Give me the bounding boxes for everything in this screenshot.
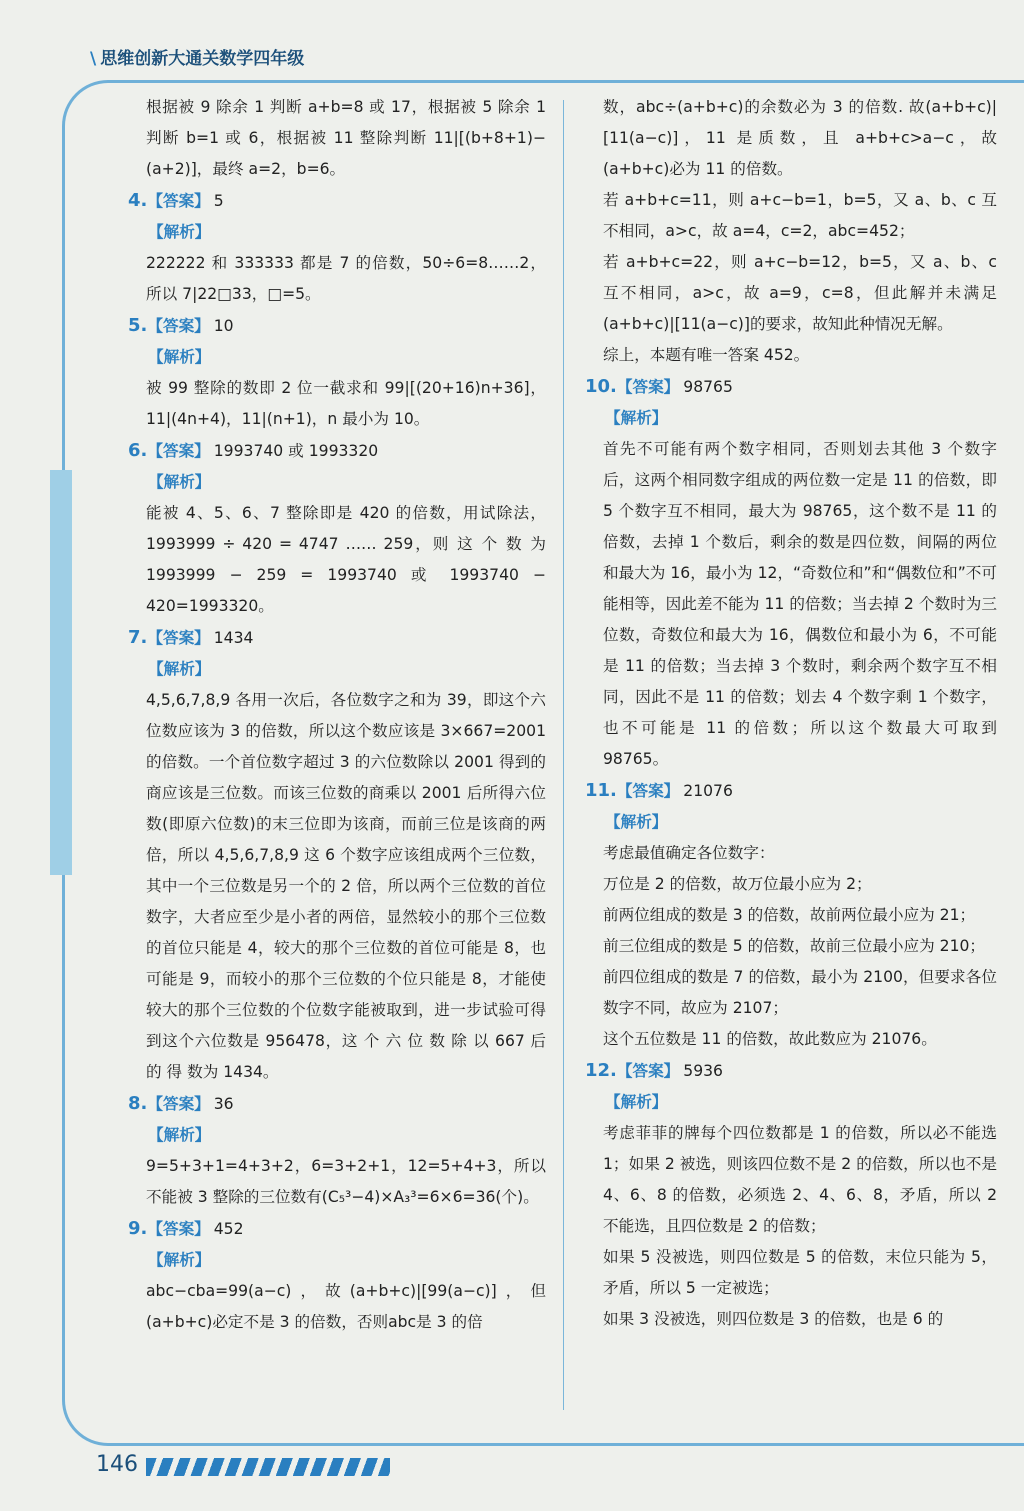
question-answer-line xyxy=(585,371,997,403)
question-answer-line xyxy=(128,310,546,342)
paragraph: 若 a+b+c=11，则 a+c−b=1，b=5，又 a、b、c 互不相同，a>c，故 a=4，c=2，abc=452； xyxy=(603,191,997,240)
analysis-label: 【解析】 xyxy=(605,813,668,831)
paragraph: 根据被 9 除余 1 判断 a+b=8 或 17，根据被 5 除余 1 判断 b=1 或 6，根据被 11 整除判断 11|[(b+8+1)−(a+2)]，最终 a=2，b=6。 xyxy=(146,98,546,178)
question-number: 11. xyxy=(585,780,617,801)
paragraph: 能被 4、5、6、7 整除即是 420 的倍数，用试除法，1993999 ÷ 420 = 4747 …… 259，则 这 个 数 为 1993999 − 259 = 1993740 或 1993740 − 420=1993320。 xyxy=(146,504,546,615)
paragraph: 如果 5 没被选，则四位数是 5 的倍数，末位只能为 5，矛盾，所以 5 一定被选； xyxy=(603,1248,997,1297)
paragraph: 前两位组成的数是 3 的倍数，故前两位最小应为 21； xyxy=(603,906,976,924)
paragraph: 首先不可能有两个数字相同，否则划去其他 3 个数字后，这两个相同数字组成的两位数一定是 11 的倍数，即 5 个数字互不相同，最大为 98765，这个数不是 11 的倍数，去掉 1 个数后，剩余的数是四位数，间隔的两位和最大为 16，最小为 12，“奇数位和”和“偶数位和”不可能相等，因此差不能为 11 的倍数；当去掉 2 个数时为三位数，奇数位和最大为 16，偶数位和最小为 6，不可能是 11 的倍数；当去掉 3 个数时，剩余两个数字互不相同，因此不是 11 的倍数；划去 4 个数字剩 1 个数字，也不可能是 11 的倍数；所以这个数最大可取到 98765。 xyxy=(603,440,997,768)
paragraph: 如果 3 没被选，则四位数是 3 的倍数，也是 6 的 xyxy=(603,1310,944,1328)
answer-label: 【答案】 xyxy=(147,1220,210,1238)
paragraph: 前三位组成的数是 5 的倍数，故前三位最小应为 210； xyxy=(603,937,986,955)
answer-label: 【答案】 xyxy=(616,782,680,800)
answer-value: 10 xyxy=(213,317,234,335)
question-answer-line xyxy=(128,435,546,467)
answer-value: 21076 xyxy=(683,782,733,800)
paragraph: 被 99 整除的数即 2 位一截求和 99|[(20+16)n+36]，11|(4n+4)，11|(n+1)，n 最小为 10。 xyxy=(146,379,546,428)
question-answer-line xyxy=(585,775,997,807)
paragraph: 若 a+b+c=22，则 a+c−b=12，b=5，又 a、b、c 互不相同，a>c，故 a=9，c=8，但此解并未满足(a+b+c)|[11(a−c)]的要求，故知此种情况无解。 xyxy=(603,253,997,333)
answer-label: 【答案】 xyxy=(147,629,210,647)
analysis-label: 【解析】 xyxy=(605,1093,668,1111)
answer-label: 【答案】 xyxy=(147,317,210,335)
header-title: 思维创新大通关数学四年级 xyxy=(100,49,305,69)
analysis-label: 【解析】 xyxy=(605,409,668,427)
answer-label: 【答案】 xyxy=(147,1095,210,1113)
question-answer-line xyxy=(585,1055,997,1087)
left-column xyxy=(128,92,546,1338)
question-number: 9. xyxy=(128,1218,148,1239)
question-answer-line xyxy=(128,622,546,654)
paragraph: 4,5,6,7,8,9 各用一次后，各位数字之和为 39，即这个六位数应该为 3 的倍数，所以这个数应该是 3×667=2001 的倍数。一个首位数字超过 3 的六位数除以 2001 得到的商应该是三位数。而该三位数的商乘以 2001 后所得六位数(即原六位数)的末三位即为该商，而前三位是该商的两倍，所以 4,5,6,7,8,9 这 6 个数字应该组成两个三位数，其中一个三位数是另一个的 2 倍，所以两个三位数的首位数字，大者应至少是小者的两倍，显然较小的那个三位数的首位只能是 4，较大的那个三位数的首位可能是 8，也可能是 9，而较小的那个三位数的个位只能是 8，才能使较大的那个三位数的个位数字能被取到，进一步试验可得到这个六位数是 956478，这 个 六 位 数 除 以 667 后 的 得 数为 1434。 xyxy=(146,691,546,1081)
paragraph: 前四位组成的数是 7 的倍数，最小为 2100，但要求各位数字不同，故应为 2107； xyxy=(603,968,997,1017)
footer-stripes xyxy=(146,1458,390,1476)
analysis-label: 【解析】 xyxy=(148,473,211,491)
analysis-label: 【解析】 xyxy=(148,348,211,366)
paragraph: 综上，本题有唯一答案 452。 xyxy=(603,346,810,364)
paragraph: 数，abc÷(a+b+c)的余数必为 3 的倍数. 故(a+b+c)|[11(a−c)]，11 是质数，且 a+b+c>a−c，故(a+b+c)必为 11 的倍数。 xyxy=(603,98,997,178)
paragraph: 考虑菲菲的牌每个四位数都是 1 的倍数，所以必不能选 1；如果 2 被选，则该四位数不是 2 的倍数，所以也不是 4、6、8 的倍数，必须选 2、4、6、8，矛盾，所以 2 不能选，且四位数是 2 的倍数； xyxy=(603,1124,997,1235)
analysis-label: 【解析】 xyxy=(148,1126,211,1144)
running-header xyxy=(90,44,304,69)
question-answer-line xyxy=(128,1213,546,1245)
question-number: 10. xyxy=(585,376,617,397)
paragraph: 222222 和 333333 都是 7 的倍数，50÷6=8……2，所以 7|22□33，□=5。 xyxy=(146,254,546,303)
answer-value: 5 xyxy=(213,192,224,210)
paragraph: 这个五位数是 11 的倍数，故此数应为 21076。 xyxy=(603,1030,937,1048)
answer-value: 5936 xyxy=(683,1062,723,1080)
paragraph: 考虑最值确定各位数字： xyxy=(603,844,775,862)
answer-value: 98765 xyxy=(683,378,733,396)
question-number: 5. xyxy=(128,315,148,336)
answer-label: 【答案】 xyxy=(147,192,210,210)
paragraph: 万位是 2 的倍数，故万位最小应为 2； xyxy=(603,875,872,893)
answer-value: 1993740 或 1993320 xyxy=(213,442,379,460)
paragraph: 9=5+3+1=4+3+2，6=3+2+1，12=5+4+3，所以不能被 3 整除的三位数有(C₅³−4)×A₃³=6×6=36(个)。 xyxy=(146,1157,546,1206)
answer-label: 【答案】 xyxy=(616,378,680,396)
header-slash: \ xyxy=(90,49,97,69)
question-number: 7. xyxy=(128,627,148,648)
question-number: 8. xyxy=(128,1093,148,1114)
question-number: 6. xyxy=(128,440,148,461)
analysis-label: 【解析】 xyxy=(148,223,211,241)
analysis-label: 【解析】 xyxy=(148,660,211,678)
question-answer-line xyxy=(128,1088,546,1120)
analysis-label: 【解析】 xyxy=(148,1251,211,1269)
paragraph: abc−cba=99(a−c)，故(a+b+c)|[99(a−c)]，但(a+b+c)必定不是 3 的倍数，否则abc是 3 的倍 xyxy=(146,1282,546,1331)
question-answer-line xyxy=(128,185,546,217)
right-column xyxy=(585,92,997,1335)
question-number: 4. xyxy=(128,190,148,211)
column-divider xyxy=(563,100,564,1410)
answer-value: 1434 xyxy=(213,629,254,647)
side-tab-bar xyxy=(50,470,72,875)
answer-value: 452 xyxy=(213,1220,244,1238)
page-number: 146 xyxy=(96,1452,138,1477)
answer-label: 【答案】 xyxy=(147,442,210,460)
answer-value: 36 xyxy=(213,1095,234,1113)
question-number: 12. xyxy=(585,1060,617,1081)
answer-label: 【答案】 xyxy=(616,1062,680,1080)
